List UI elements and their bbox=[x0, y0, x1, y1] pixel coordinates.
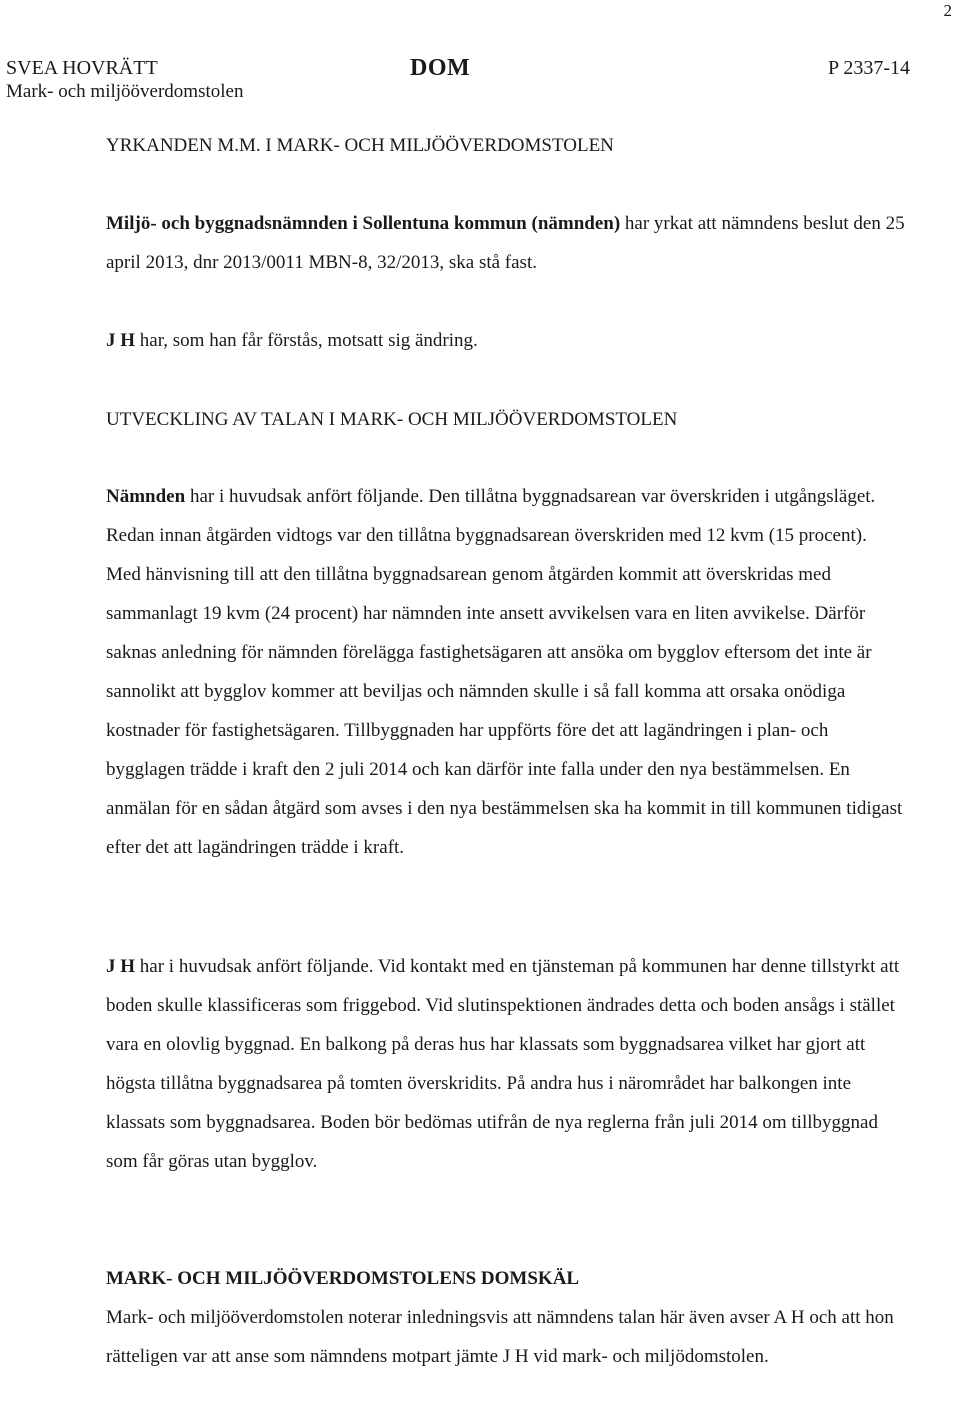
paragraph-text: har yrkat att nämndens beslut den 25 april 2013, dnr 2013/0011 MBN-8, 32/2013, ska stå fast. bbox=[106, 213, 905, 273]
section-heading-reasons: MARK- OCH MILJÖÖVERDOMSTOLENS DOMSKÄL bbox=[106, 1268, 580, 1289]
paragraph-arguments-jh bbox=[106, 947, 906, 1181]
document-type: DOM bbox=[410, 55, 471, 81]
section-heading-claims: YRKANDEN M.M. I MARK- OCH MILJÖÖVERDOMSTOLEN bbox=[106, 135, 614, 156]
party-name: J H bbox=[106, 330, 136, 351]
paragraph-text: har i huvudsak anfört följande. Den tillåtna byggnadsarean var överskriden i utgångsläget. Redan innan åtgärden vidtogs var den tillåtna byggnadsarean överskriden med 12 kvm (15 procent). Med hänvisning till att den tillåtna byggnadsarean genom åtgärden kommit att överskridas med sammanlagt 19 kvm (24 procent) har nämnden inte ansett avvikelsen vara en liten avvikelse. Därför saknas anledning för nämnden förelägga fastighetsägaren att ansöka om bygglov eftersom det inte är sannolikt att bygglov kommer att beviljas och nämnden skulle i så fall komma att orsaka onödiga kostnader för fastighetsägaren. Tillbyggnaden har uppförts före det att lagändringen i plan- och bygglagen trädde i kraft den 2 juli 2014 och kan därför inte falla under den nya bestämmelsen. En anmälan för en sådan åtgärd som avses i den nya bestämmelsen ska ha kommit in till kommunen tidigast efter det att lagändringen trädde i kraft. bbox=[106, 486, 903, 858]
party-name: J H bbox=[106, 956, 136, 977]
court-division: Mark- och miljööverdomstolen bbox=[6, 81, 244, 102]
paragraph-claims-committee bbox=[106, 204, 906, 282]
paragraph-claims-jh bbox=[106, 321, 906, 360]
party-name: Nämnden bbox=[106, 486, 186, 507]
page-number: 2 bbox=[943, 1, 952, 20]
paragraph-text: har, som han får förstås, motsatt sig ändring. bbox=[135, 330, 478, 351]
paragraph-text: Mark- och miljööverdomstolen noterar inledningsvis att nämndens talan här även avser A H och att hon rätteligen var att anse som nämndens motpart jämte J H vid mark- och miljödomstolen. bbox=[106, 1307, 894, 1367]
section-heading-arguments: UTVECKLING AV TALAN I MARK- OCH MILJÖÖVERDOMSTOLEN bbox=[106, 409, 678, 430]
paragraph-arguments-committee bbox=[106, 477, 906, 867]
court-name: SVEA HOVRÄTT bbox=[6, 57, 158, 79]
paragraph-text: har i huvudsak anfört följande. Vid kontakt med en tjänsteman på kommunen har denne tillstyrkt att boden skulle klassificeras som friggebod. Vid slutinspektionen ändrades detta och boden ansågs i stället vara en olovlig byggnad. En balkong på deras hus har klassats som byggnadsarea vilket har gjort att högsta tillåtna byggnadsarea på tomten överskridits. På andra hus i närområdet har balkongen inte klassats som byggnadsarea. Boden bör bedömas utifrån de nya reglerna från juli 2014 om tillbyggnad som får göras utan bygglov. bbox=[106, 956, 900, 1172]
paragraph-reasons bbox=[106, 1298, 906, 1376]
party-name: Miljö- och byggnadsnämnden i Sollentuna kommun (nämnden) bbox=[106, 213, 621, 234]
case-number: P 2337-14 bbox=[828, 57, 911, 79]
